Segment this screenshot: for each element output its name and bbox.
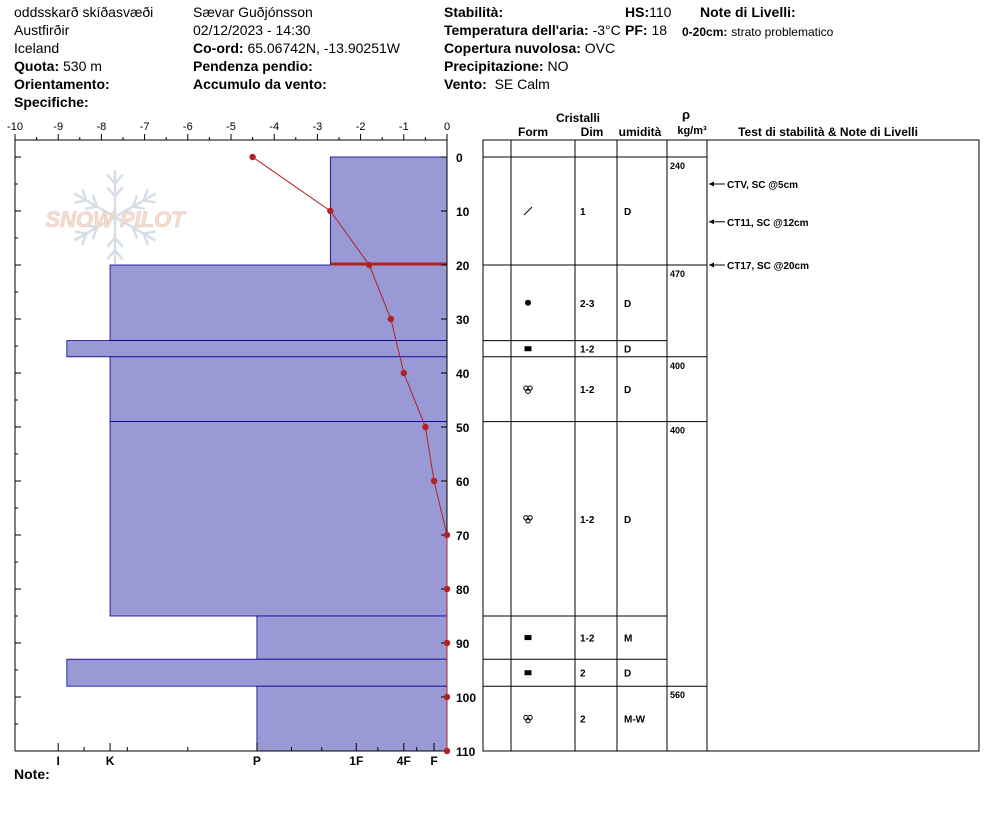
moisture-value: D [624, 668, 632, 680]
temp-tick-label: -9 [53, 121, 64, 133]
hardness-layer [110, 357, 447, 422]
moisture-value: D [624, 207, 632, 218]
moisture-value: D [624, 514, 632, 526]
crystal-form-clover-icon [524, 386, 532, 393]
flake-branch [144, 200, 155, 202]
crystal-form-slash-icon [524, 207, 532, 215]
location-name: oddsskarð skíðasvæði [14, 4, 154, 20]
crystal-form-dot-icon [525, 300, 531, 306]
air-temp-label: Temperatura dell'aria: [444, 22, 589, 38]
depth-tick-label: 90 [456, 637, 470, 651]
depth-tick-label: 10 [456, 205, 470, 219]
temperature-point [444, 748, 450, 754]
temp-tick-label: -8 [96, 121, 107, 133]
temp-tick-label: -5 [226, 121, 236, 133]
country-name: Iceland [14, 40, 60, 56]
temp-tick-label: -6 [182, 121, 193, 133]
crystal-form-square-icon [525, 346, 532, 351]
hardness-tick-label: 4F [396, 754, 411, 768]
crystal-form-square-icon [525, 670, 532, 675]
test-arrow-head [709, 182, 714, 187]
wind-loading-label: Accumulo da vento: [193, 76, 327, 92]
coord-value: 65.06742N, -13.90251W [247, 40, 400, 56]
hardness-tick-label: 1F [349, 754, 364, 768]
dot-mark [525, 300, 531, 306]
crystals-header: Cristalli [555, 111, 601, 125]
size-header: Dim [580, 125, 604, 139]
hardness-tick-label: I [56, 754, 60, 768]
density-value: 560 [670, 690, 686, 701]
temperature-point [327, 208, 333, 214]
stability-test-label: CTV, SC @5cm [727, 180, 799, 191]
hardness-layer [67, 341, 447, 357]
crystal-size: 2-3 [580, 298, 595, 310]
cloud-label: Copertura nuvolosa: [444, 40, 581, 56]
moisture-value: M [624, 633, 633, 645]
pf-label: PF: [625, 22, 648, 38]
temperature-point [444, 694, 450, 700]
temperature-point [444, 640, 450, 646]
depth-tick-label: 110 [456, 745, 476, 759]
density-value: 400 [670, 360, 686, 371]
density-value: 470 [670, 269, 686, 279]
flake-branch [75, 200, 86, 202]
depth-tick-label: 80 [456, 583, 470, 597]
hardness-layer [67, 659, 447, 686]
hardness-tick-label: F [430, 754, 438, 768]
hardness-layer [330, 157, 447, 265]
crystal-form-square-icon [525, 635, 532, 640]
hardness-layers [67, 157, 447, 751]
crystal-form-clover-icon [524, 516, 532, 523]
hardness-layer [257, 616, 447, 659]
elevation-label: Quota: [14, 58, 60, 74]
crystal-size: 1 [580, 207, 586, 218]
crystal-size: 1-2 [580, 344, 595, 356]
moisture-value: D [624, 344, 632, 356]
slash-stroke [524, 207, 532, 215]
snowflake-watermark [45, 171, 186, 263]
hs-label: HS: [625, 4, 650, 20]
moisture-value: D [624, 385, 632, 397]
depth-tick-label: 50 [456, 421, 470, 435]
moisture-value: M-W [624, 714, 646, 726]
square-mark [525, 635, 532, 640]
temperature-point [401, 370, 407, 376]
density-unit-header: kg/m³ [677, 125, 707, 137]
hardness-tick-label: P [252, 754, 261, 768]
stability-test-label: CT17, SC @20cm [727, 261, 810, 272]
wind-label: Vento: [444, 76, 487, 92]
air-temp-value: -3°C [592, 22, 621, 38]
crystal-size: 1-2 [580, 633, 595, 645]
depth-tick-label: 20 [456, 259, 470, 273]
moisture-header: umidità [618, 125, 662, 139]
cloud-value: OVC [584, 40, 616, 56]
temperature-point [249, 154, 255, 160]
square-mark [525, 670, 532, 675]
hs-value: 110 [649, 4, 672, 20]
hardness-layer [110, 265, 447, 341]
aspect-label: Orientamento: [14, 76, 110, 92]
density-value: 400 [670, 425, 686, 436]
depth-tick-label: 100 [456, 691, 477, 705]
temperature-point [366, 262, 372, 268]
temp-tick-label: -3 [312, 121, 323, 133]
watermark-text: SNOW PILOT [45, 207, 185, 232]
temp-tick-label: -2 [355, 121, 366, 133]
square-mark [525, 346, 532, 351]
stability-test-label: CT11, SC @12cm [727, 217, 809, 229]
coord-label: Co-ord: [193, 40, 244, 56]
density-value: 240 [670, 161, 686, 171]
depth-tick-label: 30 [456, 313, 470, 327]
elevation-value: 530 m [63, 58, 102, 74]
temperature-point [422, 424, 428, 430]
crystal-form-round-clover-icon [524, 715, 532, 722]
test-arrow-head [709, 219, 714, 224]
temperature-point [444, 532, 450, 538]
tests-header: Test di stabilità & Note di Livelli [738, 125, 918, 139]
temp-tick-label: -7 [139, 121, 150, 133]
layer-notes-label: Note di Livelli: [700, 4, 796, 20]
layer-table [483, 107, 979, 751]
slope-label: Pendenza pendio: [193, 58, 313, 74]
stability-label: Stabilità: [444, 4, 504, 20]
crystal-size: 1-2 [580, 514, 595, 526]
precip-label: Precipitazione: [444, 58, 544, 74]
hardness-layer [257, 686, 447, 751]
hardness-tick-label: K [105, 754, 115, 768]
depth-tick-label: 60 [456, 475, 470, 489]
moisture-value: D [624, 298, 632, 310]
temp-tick-label: -1 [398, 121, 409, 133]
layer-note-text: strato problematico [731, 25, 834, 39]
hardness-layer [110, 422, 447, 616]
region-name: Austfirðir [14, 22, 70, 38]
rho-header: ρ [681, 107, 691, 122]
precip-value: NO [547, 58, 569, 74]
layer-note-depth: 0-20cm: [682, 25, 728, 39]
depth-tick-label: 70 [456, 529, 470, 543]
pf-value: 18 [651, 22, 668, 38]
crystal-size: 2 [580, 714, 586, 726]
temp-tick-label: 0 [443, 121, 451, 133]
temperature-point [388, 316, 394, 322]
temp-tick-label: -10 [7, 121, 23, 133]
wind-value: SE Calm [494, 76, 550, 92]
observer-name: Sævar Guðjónsson [193, 4, 313, 20]
temp-tick-label: -4 [269, 121, 280, 133]
form-header: Form [518, 125, 548, 139]
notes-label: Note: [14, 766, 50, 782]
depth-tick-label: 0 [456, 151, 463, 165]
crystal-size: 2 [580, 668, 586, 680]
temperature-point [431, 478, 437, 484]
test-arrow-head [709, 263, 714, 268]
specifics-label: Specifiche: [14, 94, 89, 110]
crystal-size: 1-2 [580, 385, 595, 397]
temperature-point [444, 586, 450, 592]
depth-tick-label: 40 [456, 367, 470, 381]
observation-datetime: 02/12/2023 - 14:30 [193, 22, 311, 38]
